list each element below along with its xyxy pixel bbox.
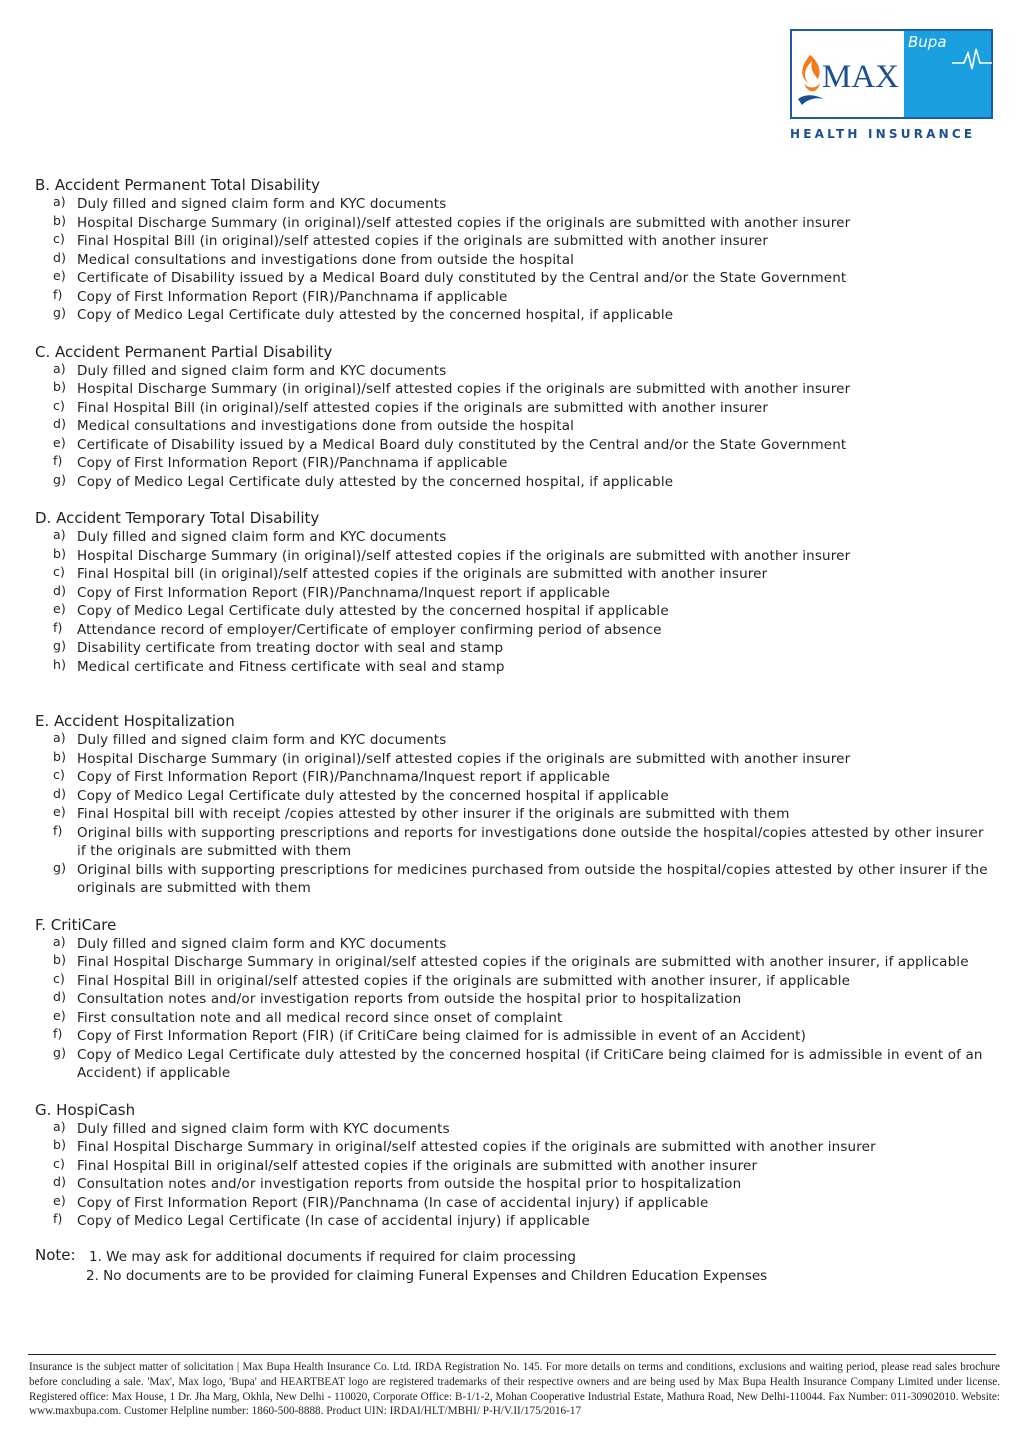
list-item [35, 990, 995, 1009]
list-item [35, 1175, 995, 1194]
list-item [35, 417, 995, 436]
item-text: Duly filled and signed claim form and KYC documents [77, 529, 447, 545]
note-line-2: 2. No documents are to be provided for claiming Funeral Expenses and Children Education Expenses [86, 1267, 768, 1284]
item-text: Copy of Medico Legal Certificate (In case of accidental injury) if applicable [77, 1213, 590, 1229]
item-text: Final Hospital bill with receipt /copies attested by other insurer if the originals are submitted with them [77, 806, 790, 822]
item-text: Certificate of Disability issued by a Medical Board duly constituted by the Central and/or the State Government [77, 270, 847, 286]
item-text: Copy of Medico Legal Certificate duly attested by the concerned hospital if applicable [77, 603, 669, 619]
logo-tagline: HEALTH INSURANCE [790, 127, 976, 141]
list-item [35, 805, 995, 824]
item-label: d) [53, 582, 67, 598]
list-item [35, 1212, 995, 1231]
item-label: e) [53, 1192, 66, 1208]
item-text: Copy of First Information Report (FIR)/Panchnama/Inquest report if applicable [77, 769, 611, 785]
document-list [35, 935, 995, 1083]
list-item [35, 399, 995, 418]
list-item [35, 861, 995, 898]
list-item [35, 972, 995, 991]
item-text: Medical certificate and Fitness certificate with seal and stamp [77, 658, 505, 675]
logo-max-text: MAX [822, 59, 900, 95]
item-text: Consultation notes and/or investigation reports from outside the hospital prior to hospitalization [77, 991, 742, 1007]
item-label: a) [53, 1118, 66, 1134]
list-item [35, 768, 995, 787]
section-criticare [35, 915, 995, 1083]
item-text: Attendance record of employer/Certificate of employer confirming period of absence [77, 621, 662, 638]
item-label: a) [53, 933, 66, 949]
item-label: h) [53, 656, 67, 672]
item-text: Final Hospital Discharge Summary in original/self attested copies if the originals are submitted with another insurer, if applicable [77, 954, 969, 970]
item-label: e) [53, 804, 66, 819]
item-text: Consultation notes and/or investigation reports from outside the hospital prior to hospitalization [77, 1176, 742, 1192]
item-label: b) [53, 1137, 67, 1152]
section-title: D. Accident Temporary Total Disability [35, 509, 320, 527]
list-item [35, 306, 995, 325]
item-text: Medical consultations and investigations done from outside the hospital [77, 418, 575, 434]
list-item [35, 251, 995, 270]
section-title: C. Accident Permanent Partial Disability [35, 342, 333, 361]
item-label: g) [53, 1044, 67, 1060]
list-item [35, 953, 995, 972]
item-label: g) [53, 305, 67, 320]
item-text: Final Hospital Bill (in original)/self attested copies if the originals are submitted with another insurer [77, 399, 769, 416]
item-text: Original bills with supporting prescriptions for medicines purchased from outside the hospital/copies attested by other insurer if the originals are submitted with them [77, 861, 988, 896]
item-label: d) [53, 785, 67, 801]
item-label: c) [53, 767, 66, 782]
list-item [35, 658, 995, 677]
logo-bupa-text: Bupa [908, 33, 947, 51]
list-item [35, 1046, 995, 1083]
list-item [35, 1027, 995, 1046]
section-permanent-partial-disability [35, 342, 995, 492]
list-item [35, 787, 995, 806]
item-label: e) [53, 601, 66, 616]
list-item [35, 1194, 995, 1213]
document-list [35, 528, 995, 676]
item-label: b) [53, 952, 67, 967]
item-label: b) [53, 212, 67, 228]
item-label: f) [53, 822, 63, 838]
item-text: Copy of Medico Legal Certificate duly attested by the concerned hospital (if CritiCare being claimed for is admissible in event of an Accident) if applicable [77, 1046, 983, 1081]
item-label: c) [53, 397, 66, 413]
item-text: Final Hospital Discharge Summary in original/self attested copies if the originals are submitted with another insurer [77, 1139, 876, 1155]
item-label: f) [53, 619, 63, 635]
item-text: Final Hospital Bill (in original)/self attested copies if the originals are submitted with another insurer [77, 233, 769, 249]
list-item [35, 528, 995, 547]
item-text: Duly filled and signed claim form and KYC documents [77, 732, 447, 748]
item-label: d) [53, 416, 67, 431]
list-item [35, 1157, 995, 1176]
item-text: Certificate of Disability issued by a Medical Board duly constituted by the Central and/or the State Government [77, 436, 847, 453]
item-text: Final Hospital Bill in original/self attested copies if the originals are submitted with another insurer [77, 1157, 758, 1174]
section-title: B. Accident Permanent Total Disability [35, 176, 321, 194]
document-list [35, 362, 995, 492]
list-item [35, 584, 995, 603]
list-item [35, 602, 995, 621]
list-item [35, 1138, 995, 1157]
item-text: Duly filled and signed claim form and KYC documents [77, 935, 447, 952]
section-temporary-total-disability [35, 508, 995, 676]
list-item [35, 639, 995, 658]
item-label: a) [53, 527, 66, 542]
note-block [35, 1245, 995, 1286]
heartbeat-icon [908, 45, 993, 71]
list-item [35, 214, 995, 233]
item-text: Original bills with supporting prescriptions and reports for investigations done outside the hospital/copies attested by other insurer if the originals are submitted with them [77, 824, 984, 859]
item-label: a) [53, 360, 66, 376]
item-label: c) [53, 564, 66, 579]
logo-frame [790, 29, 993, 119]
claim-documents-content [35, 175, 995, 1286]
item-text: Hospital Discharge Summary (in original)/self attested copies if the originals are submitted with another insurer [77, 547, 851, 564]
footer-divider [28, 1354, 996, 1355]
item-label: e) [53, 1007, 66, 1023]
item-text: Copy of First Information Report (FIR)/Panchnama if applicable [77, 288, 508, 305]
list-item [35, 436, 995, 455]
item-text: Copy of First Information Report (FIR)/Panchnama/Inquest report if applicable [77, 584, 611, 601]
list-item [35, 731, 995, 750]
list-item [35, 547, 995, 566]
section-title: E. Accident Hospitalization [35, 712, 235, 730]
list-item [35, 269, 995, 288]
list-item [35, 1009, 995, 1028]
item-label: g) [53, 638, 67, 653]
note-label: Note: [35, 1245, 76, 1264]
section-permanent-total-disability [35, 175, 995, 325]
item-text: Copy of Medico Legal Certificate duly attested by the concerned hospital if applicable [77, 787, 669, 804]
item-text: Duly filled and signed claim form and KYC documents [77, 362, 447, 379]
item-label: a) [53, 730, 66, 745]
item-text: Final Hospital bill (in original)/self attested copies if the originals are submitted with another insurer [77, 566, 768, 582]
item-label: c) [53, 1155, 66, 1171]
max-bupa-logo [790, 29, 998, 145]
item-label: f) [53, 1026, 63, 1041]
item-label: c) [53, 231, 66, 246]
section-hospicash [35, 1100, 995, 1231]
document-list [35, 731, 995, 898]
list-item [35, 380, 995, 399]
item-label: b) [53, 545, 67, 561]
item-text: Hospital Discharge Summary (in original)/self attested copies if the originals are submitted with another insurer [77, 381, 851, 397]
document-list [35, 1120, 995, 1231]
item-text: First consultation note and all medical record since onset of complaint [77, 1009, 563, 1026]
item-text: Copy of First Information Report (FIR)/Panchnama if applicable [77, 455, 508, 471]
item-label: f) [53, 286, 63, 302]
item-label: d) [53, 1174, 67, 1189]
section-title: F. CritiCare [35, 915, 117, 934]
list-item [35, 473, 995, 492]
item-text: Hospital Discharge Summary (in original)/self attested copies if the originals are submitted with another insurer [77, 750, 851, 767]
section-title: G. HospiCash [35, 1100, 136, 1119]
item-text: Duly filled and signed claim form and KYC documents [77, 196, 447, 212]
note-line-1: 1. We may ask for additional documents if required for claim processing [89, 1248, 576, 1265]
item-label: f) [53, 453, 63, 468]
item-text: Final Hospital Bill in original/self attested copies if the originals are submitted with another insurer, if applicable [77, 972, 851, 989]
list-item [35, 1120, 995, 1139]
item-label: b) [53, 379, 67, 394]
item-text: Duly filled and signed claim form with KYC documents [77, 1120, 450, 1137]
list-item [35, 621, 995, 640]
list-item [35, 935, 995, 954]
list-item [35, 288, 995, 307]
item-text: Medical consultations and investigations done from outside the hospital [77, 251, 575, 268]
document-list [35, 195, 995, 325]
item-text: Copy of First Information Report (FIR)/Panchnama (In case of accidental injury) if applicable [77, 1194, 709, 1211]
list-item [35, 454, 995, 473]
item-label: g) [53, 471, 67, 487]
list-item [35, 565, 995, 584]
item-label: g) [53, 859, 67, 875]
item-label: e) [53, 434, 66, 450]
item-label: f) [53, 1211, 63, 1226]
item-label: a) [53, 194, 66, 209]
footer-disclaimer: Insurance is the subject matter of solicitation | Max Bupa Health Insurance Co. Ltd. IRDA Registration No. 145. For more details on terms and conditions, exclusions and waiting period, please read sales brochure before concluding a sale. 'Max', Max logo, 'Bupa' and HEARTBEAT logo are registered trademarks of their respective owners and are being used by Max Bupa Health Insurance Company Limited under license. Registered office: Max House, 1 Dr. Jha Marg, Okhla, New Delhi - 110020, Corporate Office: B-1/1-2, Mohan Cooperative Industrial Estate, Mathura Road, New Delhi-110044. Fax Number: 011-30902010. Website: www.maxbupa.com. Customer Helpline number: 1860-500-8888. Product UIN: IRDAI/HLT/MBHI/ P-H/V.II/175/2016-17 [29, 1361, 1000, 1418]
list-item [35, 195, 995, 214]
item-text: Disability certificate from treating doctor with seal and stamp [77, 640, 504, 656]
item-label: c) [53, 970, 66, 986]
list-item [35, 362, 995, 381]
item-label: b) [53, 748, 67, 764]
item-text: Copy of First Information Report (FIR) (if CritiCare being claimed for is admissible in event of an Accident) [77, 1028, 807, 1044]
section-accident-hospitalization [35, 711, 995, 898]
item-text: Hospital Discharge Summary (in original)/self attested copies if the originals are submitted with another insurer [77, 214, 851, 231]
item-label: d) [53, 989, 67, 1004]
list-item [35, 824, 995, 861]
item-label: e) [53, 268, 66, 283]
item-text: Copy of Medico Legal Certificate duly attested by the concerned hospital, if applicable [77, 473, 674, 490]
list-item [35, 750, 995, 769]
item-label: d) [53, 249, 67, 265]
item-text: Copy of Medico Legal Certificate duly attested by the concerned hospital, if applicable [77, 307, 674, 323]
list-item [35, 232, 995, 251]
